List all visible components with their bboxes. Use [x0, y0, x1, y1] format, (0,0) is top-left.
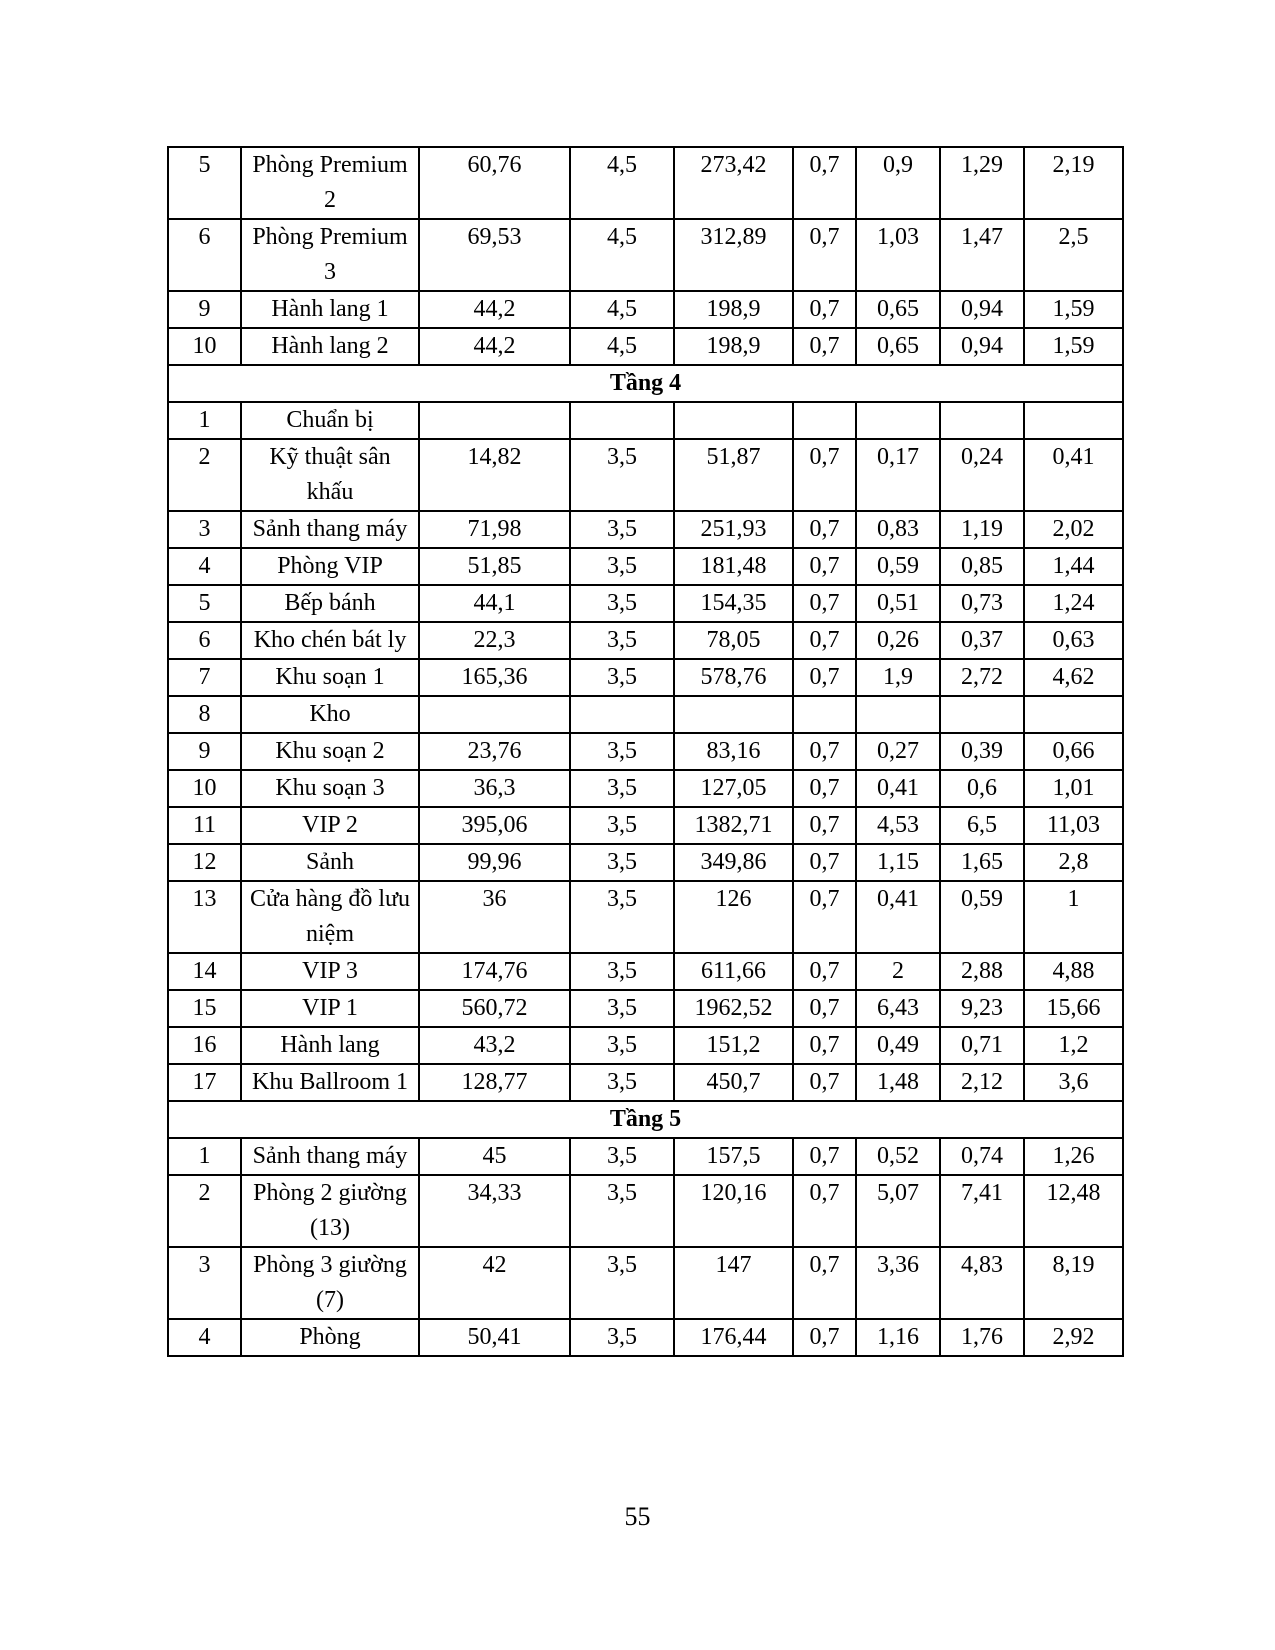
- table-cell: [856, 402, 940, 439]
- table-cell: Hành lang 1: [241, 291, 419, 328]
- table-cell: 15: [168, 990, 241, 1027]
- table-cell: Kho: [241, 696, 419, 733]
- table-cell: 9: [168, 733, 241, 770]
- table-cell: 157,5: [674, 1138, 793, 1175]
- table-cell: 9,23: [940, 990, 1024, 1027]
- table-cell: 17: [168, 1064, 241, 1101]
- table-cell: 2,5: [1024, 219, 1123, 291]
- table-cell: 7: [168, 659, 241, 696]
- table-cell: 1,59: [1024, 291, 1123, 328]
- table-cell: 3,5: [570, 844, 674, 881]
- table-cell: 198,9: [674, 328, 793, 365]
- table-cell: 3,6: [1024, 1064, 1123, 1101]
- table-cell: 23,76: [419, 733, 570, 770]
- table-row: [168, 219, 1123, 291]
- table-cell: 1,44: [1024, 548, 1123, 585]
- table-cell: 12: [168, 844, 241, 881]
- table-cell: 4: [168, 548, 241, 585]
- table-cell: 0,7: [793, 659, 856, 696]
- table-cell: 0,27: [856, 733, 940, 770]
- table-row: [168, 1175, 1123, 1247]
- table-cell: 1,01: [1024, 770, 1123, 807]
- table-cell: Bếp bánh: [241, 585, 419, 622]
- table-cell: 0,7: [793, 1027, 856, 1064]
- table-cell: 273,42: [674, 147, 793, 219]
- table-cell: 4,88: [1024, 953, 1123, 990]
- table-cell: 2: [168, 439, 241, 511]
- table-cell: 1,9: [856, 659, 940, 696]
- table-cell: 0,7: [793, 733, 856, 770]
- table-cell: 0,94: [940, 328, 1024, 365]
- table-cell: 147: [674, 1247, 793, 1319]
- table-row: [168, 659, 1123, 696]
- table-cell: 43,2: [419, 1027, 570, 1064]
- table-cell: 0,83: [856, 511, 940, 548]
- table-row: [168, 439, 1123, 511]
- table-cell: VIP 2: [241, 807, 419, 844]
- table-row: [168, 733, 1123, 770]
- table-cell: 312,89: [674, 219, 793, 291]
- table-cell: 2,12: [940, 1064, 1024, 1101]
- table-cell: 154,35: [674, 585, 793, 622]
- table-cell: 50,41: [419, 1319, 570, 1356]
- table-row: [168, 147, 1123, 219]
- table-row: [168, 770, 1123, 807]
- table-cell: 36,3: [419, 770, 570, 807]
- table-cell: 3,5: [570, 733, 674, 770]
- table-cell: Phòng VIP: [241, 548, 419, 585]
- table-cell: 1,59: [1024, 328, 1123, 365]
- table-cell: Chuẩn bị: [241, 402, 419, 439]
- table-cell: 151,2: [674, 1027, 793, 1064]
- table-cell: 5: [168, 147, 241, 219]
- table-cell: 3,5: [570, 548, 674, 585]
- table-cell: 128,77: [419, 1064, 570, 1101]
- table-cell: 0,52: [856, 1138, 940, 1175]
- table-cell: 1,76: [940, 1319, 1024, 1356]
- table-cell: 0,7: [793, 328, 856, 365]
- table-cell: 0,73: [940, 585, 1024, 622]
- table-cell: [674, 696, 793, 733]
- table-cell: 6,43: [856, 990, 940, 1027]
- table-cell: 2: [856, 953, 940, 990]
- table-cell: [793, 402, 856, 439]
- table-cell: 1,48: [856, 1064, 940, 1101]
- table-cell: 0,49: [856, 1027, 940, 1064]
- table-cell: 0,7: [793, 953, 856, 990]
- table-cell: 3: [168, 511, 241, 548]
- table-cell: 0,94: [940, 291, 1024, 328]
- section-header-row: [168, 1101, 1123, 1138]
- table-cell: 2: [168, 1175, 241, 1247]
- table-cell: 11: [168, 807, 241, 844]
- table-cell: Cửa hàng đồ lưu niệm: [241, 881, 419, 953]
- table-cell: 3,5: [570, 659, 674, 696]
- table-cell: 14,82: [419, 439, 570, 511]
- table-cell: 181,48: [674, 548, 793, 585]
- table-cell: 0,41: [856, 770, 940, 807]
- table-cell: 45: [419, 1138, 570, 1175]
- table-cell: 1,47: [940, 219, 1024, 291]
- table-cell: 120,16: [674, 1175, 793, 1247]
- table-cell: 0,7: [793, 1175, 856, 1247]
- table-cell: 4,62: [1024, 659, 1123, 696]
- table-cell: 0,41: [856, 881, 940, 953]
- table-cell: 1,65: [940, 844, 1024, 881]
- table-cell: 3,5: [570, 622, 674, 659]
- table-cell: 611,66: [674, 953, 793, 990]
- table-cell: 12,48: [1024, 1175, 1123, 1247]
- table-cell: 4: [168, 1319, 241, 1356]
- table-cell: 5: [168, 585, 241, 622]
- table-cell: 1,26: [1024, 1138, 1123, 1175]
- table-cell: Khu Ballroom 1: [241, 1064, 419, 1101]
- table-cell: 8: [168, 696, 241, 733]
- table-cell: 60,76: [419, 147, 570, 219]
- table-cell: [419, 402, 570, 439]
- table-cell: 0,26: [856, 622, 940, 659]
- table-cell: 3,5: [570, 439, 674, 511]
- section-title: Tầng 4: [168, 365, 1123, 402]
- table-cell: 6: [168, 622, 241, 659]
- table-cell: 1382,71: [674, 807, 793, 844]
- table-row: [168, 953, 1123, 990]
- table-cell: 3,5: [570, 511, 674, 548]
- table-cell: 2,19: [1024, 147, 1123, 219]
- table-cell: 560,72: [419, 990, 570, 1027]
- table-cell: [674, 402, 793, 439]
- table-cell: Phòng 2 giường (13): [241, 1175, 419, 1247]
- table-cell: 9: [168, 291, 241, 328]
- table-cell: 36: [419, 881, 570, 953]
- table-cell: 2,8: [1024, 844, 1123, 881]
- table-cell: 174,76: [419, 953, 570, 990]
- table-cell: 1: [168, 402, 241, 439]
- table-cell: 4,53: [856, 807, 940, 844]
- table-cell: 0,7: [793, 219, 856, 291]
- table-cell: Kỹ thuật sân khấu: [241, 439, 419, 511]
- table-cell: Phòng: [241, 1319, 419, 1356]
- table-cell: 0,7: [793, 439, 856, 511]
- table-cell: [793, 696, 856, 733]
- data-table: [167, 146, 1124, 1357]
- table-cell: Sảnh: [241, 844, 419, 881]
- table-cell: Khu soạn 3: [241, 770, 419, 807]
- table-body: [168, 147, 1123, 1356]
- table-cell: 78,05: [674, 622, 793, 659]
- table-cell: 10: [168, 328, 241, 365]
- table-cell: 3,5: [570, 881, 674, 953]
- table-cell: VIP 1: [241, 990, 419, 1027]
- table-row: [168, 548, 1123, 585]
- table-cell: 2,72: [940, 659, 1024, 696]
- table-cell: 14: [168, 953, 241, 990]
- table-cell: 0,59: [940, 881, 1024, 953]
- table-row: [168, 881, 1123, 953]
- table-cell: 0,51: [856, 585, 940, 622]
- table-cell: 3,5: [570, 1027, 674, 1064]
- table-cell: 42: [419, 1247, 570, 1319]
- table-cell: 11,03: [1024, 807, 1123, 844]
- table-cell: 6: [168, 219, 241, 291]
- table-row: [168, 1319, 1123, 1356]
- table-cell: 127,05: [674, 770, 793, 807]
- table-cell: 0,7: [793, 548, 856, 585]
- table-cell: 1,24: [1024, 585, 1123, 622]
- table-cell: 3,5: [570, 1247, 674, 1319]
- table-cell: 0,7: [793, 511, 856, 548]
- table-cell: 0,7: [793, 881, 856, 953]
- table-cell: 349,86: [674, 844, 793, 881]
- table-cell: [570, 402, 674, 439]
- table-cell: Hành lang: [241, 1027, 419, 1064]
- table-cell: 0,7: [793, 147, 856, 219]
- table-cell: 126: [674, 881, 793, 953]
- table-cell: 83,16: [674, 733, 793, 770]
- table-cell: 0,7: [793, 990, 856, 1027]
- table-cell: VIP 3: [241, 953, 419, 990]
- table-cell: 3,5: [570, 770, 674, 807]
- table-cell: 0,7: [793, 622, 856, 659]
- table-cell: 1: [168, 1138, 241, 1175]
- table-cell: 51,85: [419, 548, 570, 585]
- table-cell: Phòng 3 giường (7): [241, 1247, 419, 1319]
- table-cell: 44,2: [419, 328, 570, 365]
- table-cell: 51,87: [674, 439, 793, 511]
- table-cell: [1024, 402, 1123, 439]
- table-cell: 0,24: [940, 439, 1024, 511]
- table-cell: 4,5: [570, 328, 674, 365]
- table-cell: Khu soạn 1: [241, 659, 419, 696]
- table-cell: 6,5: [940, 807, 1024, 844]
- table-cell: 69,53: [419, 219, 570, 291]
- section-title: Tầng 5: [168, 1101, 1123, 1138]
- table-cell: Phòng Premium 2: [241, 147, 419, 219]
- table-cell: 0,7: [793, 585, 856, 622]
- table-cell: Khu soạn 2: [241, 733, 419, 770]
- table-cell: 0,7: [793, 770, 856, 807]
- table-cell: 4,5: [570, 291, 674, 328]
- table-cell: 1,19: [940, 511, 1024, 548]
- table-cell: [1024, 696, 1123, 733]
- table-cell: 3,36: [856, 1247, 940, 1319]
- table-cell: 3,5: [570, 1064, 674, 1101]
- table-row: [168, 511, 1123, 548]
- table-cell: 1,15: [856, 844, 940, 881]
- table-cell: 2,92: [1024, 1319, 1123, 1356]
- table-cell: 3,5: [570, 1319, 674, 1356]
- table-cell: 4,5: [570, 219, 674, 291]
- table-cell: 251,93: [674, 511, 793, 548]
- table-cell: 0,66: [1024, 733, 1123, 770]
- table-row: [168, 291, 1123, 328]
- table-cell: 99,96: [419, 844, 570, 881]
- table-cell: Sảnh thang máy: [241, 511, 419, 548]
- table-cell: [570, 696, 674, 733]
- table-row: [168, 1247, 1123, 1319]
- table-cell: [940, 402, 1024, 439]
- table-cell: 16: [168, 1027, 241, 1064]
- table-cell: 0,7: [793, 291, 856, 328]
- table-cell: 1,03: [856, 219, 940, 291]
- table-cell: 22,3: [419, 622, 570, 659]
- table-row: [168, 990, 1123, 1027]
- table-row: [168, 807, 1123, 844]
- table-cell: Phòng Premium 3: [241, 219, 419, 291]
- table-cell: 0,39: [940, 733, 1024, 770]
- table-cell: 2,02: [1024, 511, 1123, 548]
- table-row: [168, 328, 1123, 365]
- table-row: [168, 402, 1123, 439]
- table-cell: 0,7: [793, 1138, 856, 1175]
- table-cell: 0,7: [793, 1319, 856, 1356]
- table-cell: 0,65: [856, 291, 940, 328]
- table-cell: 1,16: [856, 1319, 940, 1356]
- table-cell: 4,83: [940, 1247, 1024, 1319]
- table-cell: 44,1: [419, 585, 570, 622]
- table-cell: 0,9: [856, 147, 940, 219]
- table-cell: 0,7: [793, 1247, 856, 1319]
- table-row: [168, 844, 1123, 881]
- table-cell: 10: [168, 770, 241, 807]
- table-cell: 0,6: [940, 770, 1024, 807]
- table-cell: 1,29: [940, 147, 1024, 219]
- table-cell: 34,33: [419, 1175, 570, 1247]
- table-cell: 3,5: [570, 990, 674, 1027]
- page-number: 55: [624, 1502, 651, 1531]
- table-cell: 395,06: [419, 807, 570, 844]
- table-cell: 0,71: [940, 1027, 1024, 1064]
- table-cell: 3,5: [570, 807, 674, 844]
- table-cell: 5,07: [856, 1175, 940, 1247]
- table-cell: 44,2: [419, 291, 570, 328]
- table-cell: 165,36: [419, 659, 570, 696]
- table-cell: 1962,52: [674, 990, 793, 1027]
- table-cell: 3: [168, 1247, 241, 1319]
- table-cell: 3,5: [570, 1138, 674, 1175]
- table-cell: 3,5: [570, 1175, 674, 1247]
- table-cell: Sảnh thang máy: [241, 1138, 419, 1175]
- table-cell: 198,9: [674, 291, 793, 328]
- table-row: [168, 1027, 1123, 1064]
- table-cell: 0,63: [1024, 622, 1123, 659]
- table-cell: 71,98: [419, 511, 570, 548]
- table-row: [168, 696, 1123, 733]
- table-cell: 7,41: [940, 1175, 1024, 1247]
- table-cell: 0,85: [940, 548, 1024, 585]
- table-cell: 578,76: [674, 659, 793, 696]
- table-cell: 450,7: [674, 1064, 793, 1101]
- table-cell: 1,2: [1024, 1027, 1123, 1064]
- table-cell: 0,65: [856, 328, 940, 365]
- table-cell: 0,7: [793, 807, 856, 844]
- table-row: [168, 585, 1123, 622]
- table-cell: 0,74: [940, 1138, 1024, 1175]
- table-cell: 1: [1024, 881, 1123, 953]
- table-row: [168, 1138, 1123, 1175]
- table-cell: 0,41: [1024, 439, 1123, 511]
- table-cell: 0,7: [793, 1064, 856, 1101]
- section-header-row: [168, 365, 1123, 402]
- table-cell: 0,37: [940, 622, 1024, 659]
- table-cell: 3,5: [570, 953, 674, 990]
- table-cell: 8,19: [1024, 1247, 1123, 1319]
- table-cell: 13: [168, 881, 241, 953]
- table-row: [168, 1064, 1123, 1101]
- table-row: [168, 622, 1123, 659]
- table-cell: Hành lang 2: [241, 328, 419, 365]
- table-cell: [419, 696, 570, 733]
- table-cell: [856, 696, 940, 733]
- table-cell: 15,66: [1024, 990, 1123, 1027]
- table-cell: Kho chén bát ly: [241, 622, 419, 659]
- table-cell: 0,59: [856, 548, 940, 585]
- table-cell: 0,7: [793, 844, 856, 881]
- table-cell: 3,5: [570, 585, 674, 622]
- table-cell: 2,88: [940, 953, 1024, 990]
- table-cell: 176,44: [674, 1319, 793, 1356]
- table-cell: [940, 696, 1024, 733]
- table-cell: 4,5: [570, 147, 674, 219]
- table-cell: 0,17: [856, 439, 940, 511]
